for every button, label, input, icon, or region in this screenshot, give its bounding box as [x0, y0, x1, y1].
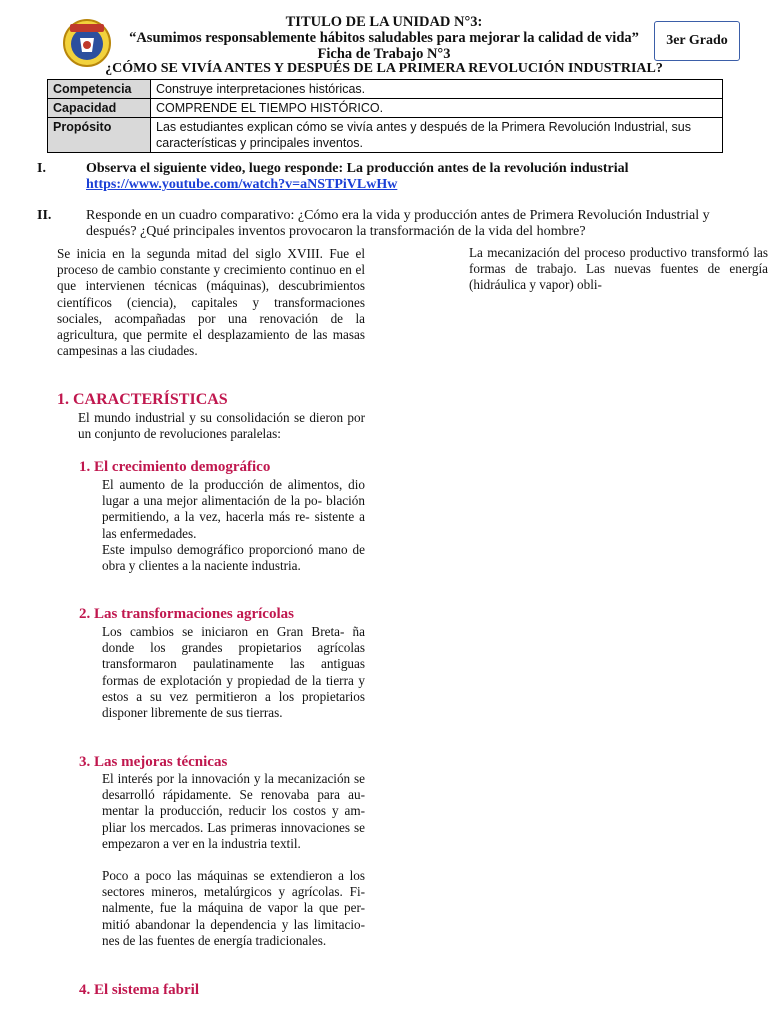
sheet-title: Ficha de Trabajo N°3	[317, 46, 451, 62]
table-row	[48, 118, 723, 153]
unit-title: TITULO DE LA UNIDAD N°3:	[285, 14, 483, 30]
grade-badge: 3er Grado	[654, 21, 740, 61]
capacidad-label: Capacidad	[48, 99, 151, 118]
section-1-text: Observa el siguiente video, luego responde: La producción antes de la revolución industrial	[86, 161, 629, 176]
item-2-title: 2. Las transformaciones agrícolas	[79, 606, 294, 622]
capacidad-value: COMPRENDE EL TIEMPO HISTÓRICO.	[151, 99, 723, 118]
main-question: ¿CÓMO SE VIVÍA ANTES Y DESPUÉS DE LA PRIMERA REVOLUCIÓN INDUSTRIAL?	[105, 61, 663, 76]
unit-subtitle: “Asumimos responsablemente hábitos saludables para mejorar la calidad de vida”	[129, 30, 639, 46]
item-1-para-2: Este impulso demográfico proporcionó mano de obra y clientes a la naciente industria.	[102, 542, 365, 574]
item-1-title: 1. El crecimiento demográfico	[79, 459, 271, 475]
item-3-title: 3. Las mejoras técnicas	[79, 754, 228, 770]
item-3-para-1: El interés por la innovación y la mecanización se desarrolló rápidamente. Se renovaba para au- mentar la producción, reducir los costos y am- pliar los mercados. Las primeras innovaciones se empezaron a ver en la industria textil.	[102, 771, 365, 851]
section-2-number: II.	[37, 208, 52, 223]
item-2-para-1: Los cambios se iniciaron en Gran Breta- ña donde los grandes propietarios agrícolas transformaron paulatinamente las antiguas formas de explotación y propiedad de la tierra y estos a su vez permitieron a los propietarios disponer libremente de sus tierras.	[102, 624, 365, 721]
section-1-number: I.	[37, 161, 46, 176]
item-1-para-1: El aumento de la producción de alimentos, dio lugar a una mejor alimentación de la po- blación permitiendo, a la vez, hacerla más re- sistente a las enfermedades.	[102, 477, 365, 541]
intro-paragraph: Se inicia en la segunda mitad del siglo XVIII. Fue el proceso de cambio constante y crecimiento continuo en el que intervienen técnicas (máquinas), descubrimientos científicos (ciencia), capitales y transformaciones sociales, acompañadas por una renovación de la agricultura, que permite el desplazamiento de las masas campesinas a las ciudades.	[57, 246, 365, 359]
competencia-value: Construye interpretaciones históricas.	[151, 80, 723, 99]
item-3-para-2: Poco a poco las máquinas se extendieron a los sectores mineros, metalúrgicos y agrícolas. Fi- nalmente, fue la máquina de vapor la que per- mitió abandonar la dependencia y las limitacio- nes de las fuentes de energía tradicionales.	[102, 868, 365, 948]
proposito-label: Propósito	[48, 118, 151, 153]
video-link[interactable]: https://www.youtube.com/watch?v=aNSTPiVLwHw	[86, 177, 398, 192]
table-row	[48, 80, 723, 99]
right-column-paragraph: La mecanización del proceso productivo transformó las formas de trabajo. Las nuevas fuentes de energía (hidráulica y vapor) obli-	[469, 245, 768, 293]
proposito-value: Las estudiantes explican cómo se vivía antes y después de la Primera Revolución Industrial, sus características y principales inventos.	[151, 118, 723, 153]
characteristics-heading: 1. CARACTERÍSTICAS	[57, 391, 228, 408]
info-table	[47, 79, 723, 153]
table-row	[48, 99, 723, 118]
characteristics-intro: El mundo industrial y su consolidación se dieron por un conjunto de revoluciones paralelas:	[78, 410, 365, 442]
competencia-label: Competencia	[48, 80, 151, 99]
section-2-text: Responde en un cuadro comparativo: ¿Cómo era la vida y producción antes de Primera Revolución Industrial y después? ¿Qué principales inventos provocaron la transformación de la vida del hombre?	[86, 208, 710, 239]
item-4-title: 4. El sistema fabril	[79, 982, 199, 998]
